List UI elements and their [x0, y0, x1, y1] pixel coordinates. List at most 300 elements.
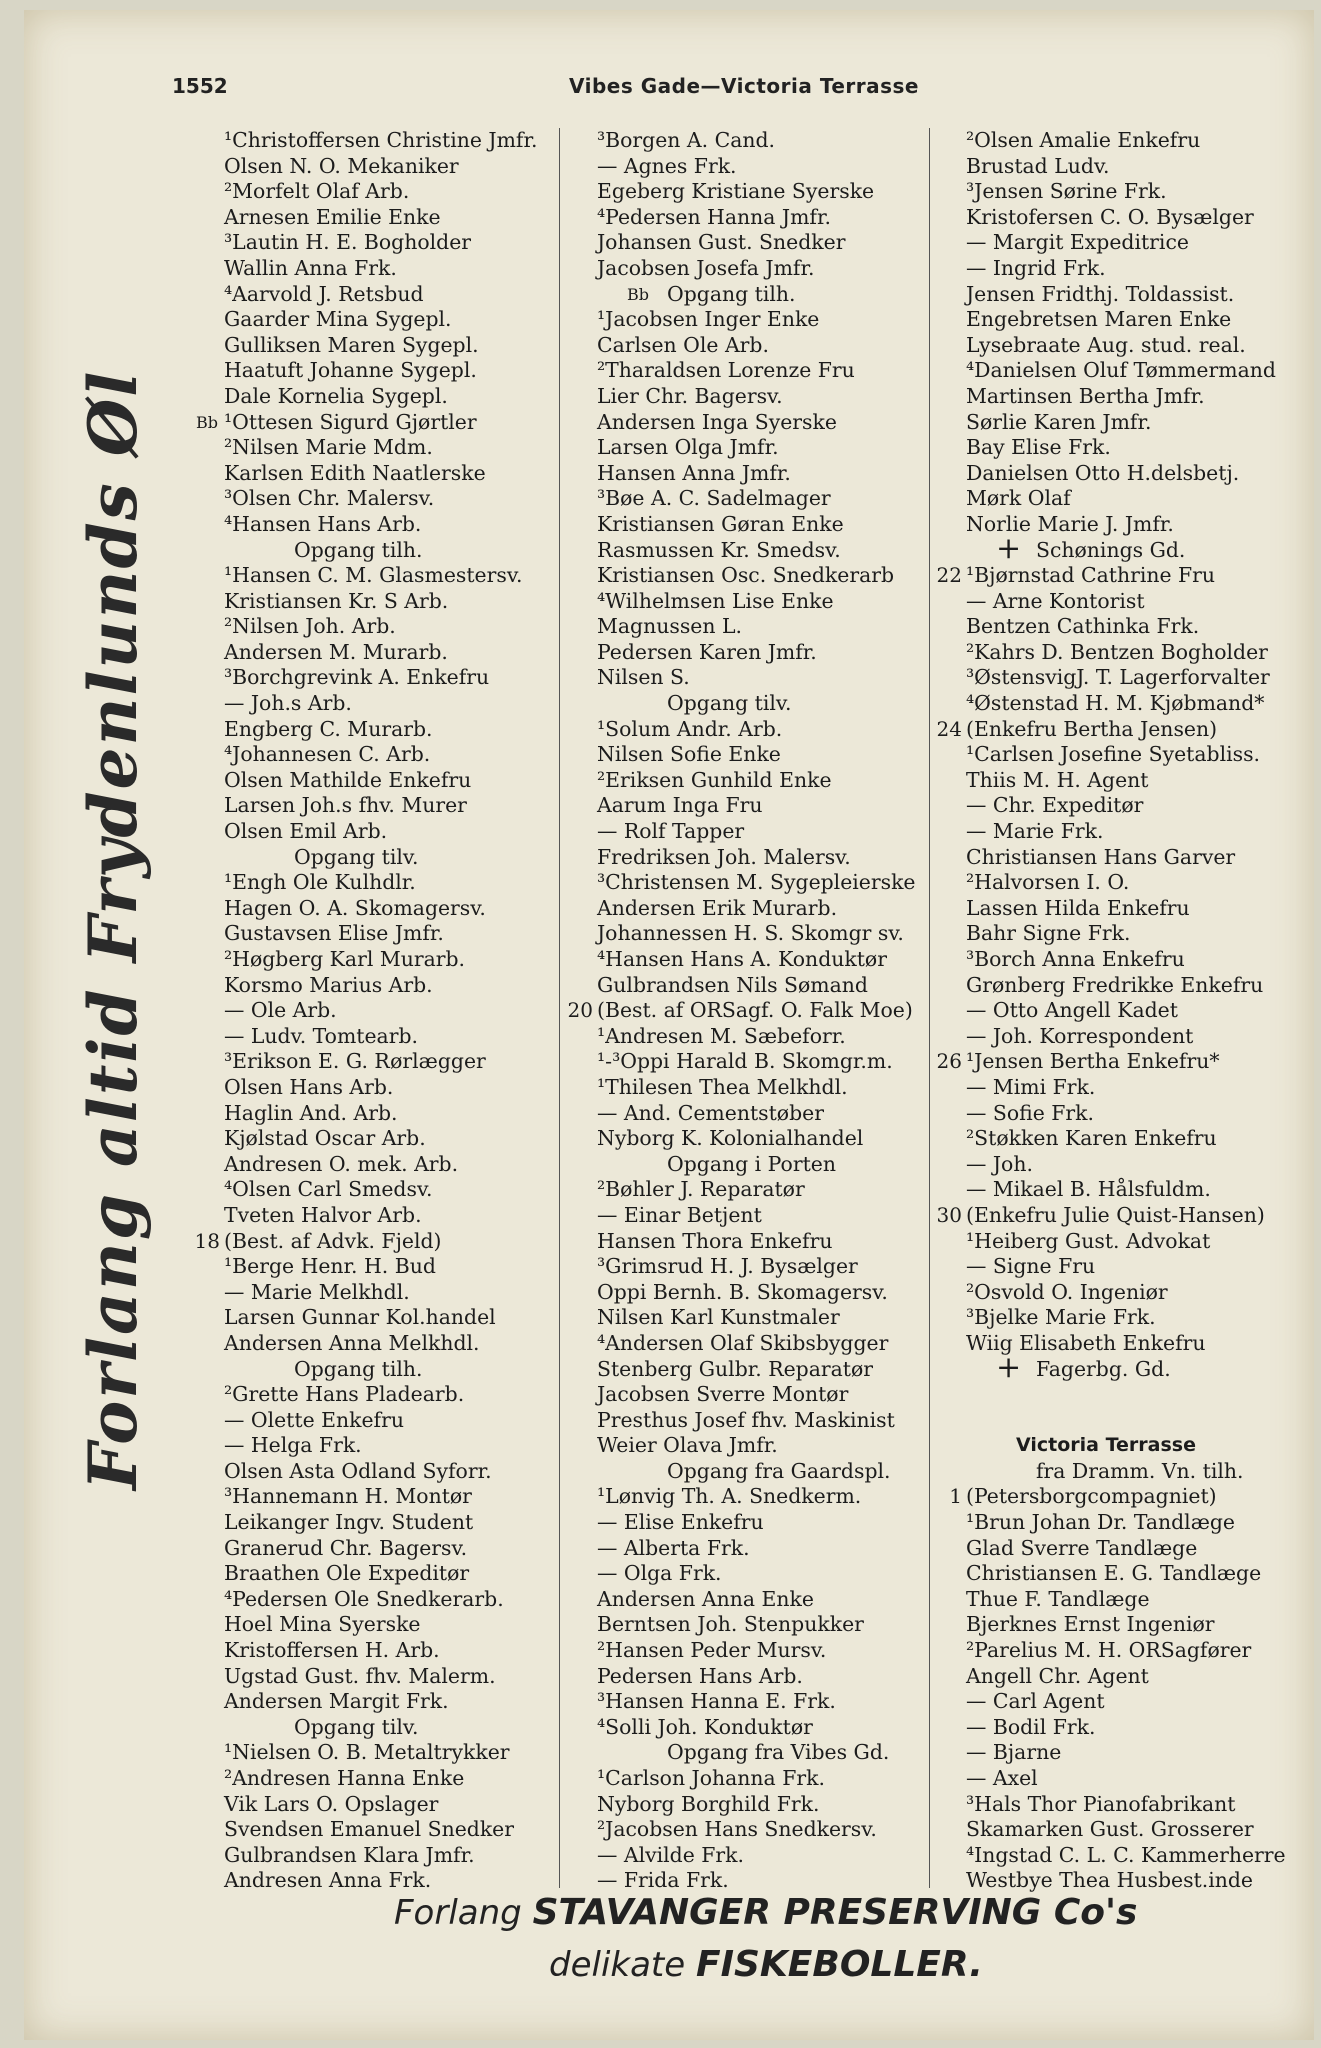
entry-text: Nilsen Karl Kunstmaler [597, 1305, 840, 1330]
entry-text: ³Borgen A. Cand. [597, 128, 776, 152]
listing-entry [224, 640, 537, 666]
entry-text: Larsen Joh.s fhv. Murer [224, 793, 467, 818]
bottom-ad-brand: STAVANGER PRESERVING Co's [532, 1892, 1138, 1933]
listing-entry [966, 1587, 1286, 1613]
entry-text: Granerud Chr. Bagersv. [224, 1535, 468, 1560]
listing-entry [224, 1638, 537, 1664]
entry-text: Wallin Anna Frk. [224, 255, 397, 280]
listing-entry [966, 1843, 1286, 1869]
entry-text: Jacobsen Sverre Montør [597, 1382, 849, 1407]
listing-entry [597, 461, 916, 487]
entry-text: ¹Brun Johan Dr. Tandlæge [966, 1510, 1235, 1535]
entry-text: Skamarken Gust. Grosserer [966, 1817, 1254, 1842]
listing-entry [597, 589, 916, 615]
listing-entry [597, 742, 916, 768]
bottom-ad-line-1 [394, 1892, 1137, 1933]
listing-entry [966, 1638, 1286, 1664]
entry-text: — Joh. Korrespondent [966, 1023, 1194, 1048]
listing-entry [224, 1817, 537, 1843]
section-heading [966, 1433, 1286, 1459]
entry-text: — Signe Fru [966, 1254, 1096, 1279]
listing-entry [224, 717, 537, 743]
entry-text: — Ingrid Frk. [966, 255, 1106, 280]
entry-text: Kristiansen Osc. Snedkerarb [597, 563, 895, 588]
listing-entry [224, 1075, 537, 1101]
entry-text: Olsen Asta Odland Syforr. [224, 1458, 492, 1483]
entry-text: Thiis M. H. Agent [966, 767, 1149, 792]
entry-text: ³Lautin H. E. Bogholder [224, 230, 472, 255]
entry-text: Ugstad Gust. fhv. Malerm. [224, 1663, 496, 1688]
entry-text: ¹Ottesen Sigurd Gjørtler [224, 409, 477, 434]
listing-entry [224, 921, 537, 947]
house-number: 26 [936, 1049, 962, 1074]
entry-text: Andersen Inga Syerske [597, 409, 837, 434]
listing-entry [597, 1715, 916, 1741]
listing-entry [597, 435, 916, 461]
listing-entry [224, 768, 537, 794]
entry-text: Magnussen L. [597, 614, 742, 639]
house-number: 30 [936, 1202, 962, 1227]
entry-text: ¹Hansen C. M. Glasmestersv. [224, 563, 523, 588]
entry-text: ³Jensen Sørine Frk. [966, 179, 1167, 204]
entry-text: ²Hansen Peder Mursv. [597, 1638, 827, 1663]
entry-text: Bay Elise Frk. [966, 435, 1111, 460]
listing-entry [224, 179, 537, 205]
entry-text: ³Grimsrud H. J. Bysælger [597, 1254, 858, 1279]
entry-text: Berntsen Joh. Stenpukker [597, 1612, 864, 1637]
listing-entry [597, 128, 916, 154]
entry-text: — Mikael B. Hålsfuldm. [966, 1177, 1211, 1202]
entry-text: ⁴Andersen Olaf Skibsbygger [597, 1330, 889, 1355]
entry-text: — Bjarne [966, 1740, 1062, 1765]
listing-entry [966, 1408, 1286, 1434]
entry-text: Thue F. Tandlæge [966, 1586, 1150, 1611]
entry-text: Fagerbg. Gd. [1036, 1356, 1171, 1381]
entry-text: Gaarder Mina Sygepl. [224, 307, 452, 332]
entrance-heading [224, 538, 537, 564]
entry-text: Aarum Inga Fru [597, 793, 763, 818]
entry-text: ¹Lønvig Th. A. Snedkerm. [597, 1484, 862, 1509]
entry-text: Schønings Gd. [1036, 537, 1186, 562]
listing-entry [966, 614, 1286, 640]
listing-entry [224, 614, 537, 640]
listing-entry [597, 1101, 916, 1127]
entry-text: Braathen Ole Expeditør [224, 1561, 470, 1586]
entry-text: ⁴Hansen Hans Arb. [224, 511, 422, 536]
entry-text: Opgang tilv. [667, 691, 792, 716]
entry-text: Haglin And. Arb. [224, 1100, 398, 1125]
entry-text: ⁴Danielsen Oluf Tømmermand [966, 358, 1276, 383]
entry-text: Lier Chr. Bagersv. [597, 383, 783, 408]
entry-text: (Best. af ORSagf. O. Falk Moe) [597, 998, 913, 1023]
listing-entry [966, 640, 1286, 666]
listing-entry [966, 665, 1286, 691]
entry-text: Danielsen Otto H.delsbetj. [966, 460, 1240, 485]
entry-text: Opgang i Porten [667, 1151, 836, 1176]
listing-entry [224, 128, 537, 154]
listing-entry [597, 870, 916, 896]
listing-entry [597, 1280, 916, 1306]
entry-text: Grønberg Fredrikke Enkefru [966, 972, 1264, 997]
entry-text: — Einar Betjent [597, 1202, 762, 1227]
listing-entry [597, 1817, 916, 1843]
listing-entry [966, 179, 1286, 205]
listing-entry [966, 154, 1286, 180]
entry-text: Christiansen Hans Garver [966, 844, 1236, 869]
entry-text: Engebretsen Maren Enke [966, 307, 1232, 332]
entry-text: Nilsen Sofie Enke [597, 742, 781, 767]
listing-entry [224, 512, 537, 538]
house-number: 1 [949, 1484, 962, 1509]
entry-text: ²Tharaldsen Lorenze Fru [597, 358, 855, 383]
entry-text: Opgang tilv. [294, 844, 419, 869]
listing-entry [966, 1510, 1286, 1536]
listing-entry [597, 1229, 916, 1255]
entry-text: Andresen O. mek. Arb. [224, 1151, 459, 1176]
entry-text: Andersen Anna Melkhdl. [224, 1330, 480, 1355]
listing-entry [224, 205, 537, 231]
listing-entry [966, 819, 1286, 845]
listing-entry [597, 1587, 916, 1613]
listing-entry [597, 947, 916, 973]
listing-entry [597, 384, 916, 410]
listing-entry [597, 154, 916, 180]
listing-entry [224, 870, 537, 896]
listing-entry [597, 614, 916, 640]
entry-text: — Alvilde Frk. [597, 1842, 745, 1867]
entry-text: (Best. af Advk. Fjeld) [224, 1228, 442, 1253]
listing-entry [224, 1152, 537, 1178]
listing-entry [196, 409, 537, 436]
listing-entry [224, 973, 537, 999]
entry-text: — Frida Frk. [597, 1868, 729, 1893]
listing-entry [966, 793, 1286, 819]
listing-entry [966, 768, 1286, 794]
listing-entry [224, 1561, 537, 1587]
listing-entry [597, 1664, 916, 1690]
listing-entry [966, 1740, 1286, 1766]
entry-text: ²Morfelt Olaf Arb. [224, 179, 410, 204]
listing-entry [597, 256, 916, 282]
entry-text: ⁴Pedersen Ole Snedkerarb. [224, 1586, 504, 1611]
entry-text: Oppi Bernh. B. Skomagersv. [597, 1279, 888, 1304]
entry-text: Glad Sverre Tandlæge [966, 1535, 1198, 1560]
listing-entry [224, 1868, 537, 1894]
entry-text: Vik Lars O. Opslager [224, 1791, 439, 1816]
house-number: 24 [936, 716, 962, 741]
listing-entry [966, 1101, 1286, 1127]
entry-text: ¹Jensen Bertha Enkefru* [966, 1049, 1220, 1074]
entry-text: Opgang tilh. [294, 537, 423, 562]
listing-entry [597, 1484, 916, 1510]
listing-entry [966, 256, 1286, 282]
entry-text: Nyborg Borghild Frk. [597, 1791, 820, 1816]
entry-text: — Alberta Frk. [597, 1535, 750, 1560]
listing-entry [224, 1843, 537, 1869]
listing-entry [224, 1689, 537, 1715]
listing-entry [597, 1126, 916, 1152]
side-advertisement: Forlang altid Frydenlunds Øl [74, 369, 152, 1490]
listing-entry [224, 256, 537, 282]
entry-text: (Enkefru Julie Quist-Hansen) [966, 1202, 1265, 1227]
entry-text: ³Erikson E. G. Rørlægger [224, 1049, 486, 1074]
listing-entry [597, 717, 916, 743]
listing-entry [224, 896, 537, 922]
listing-entry [966, 435, 1286, 461]
listing-entry [224, 1484, 537, 1510]
bottom-ad-prefix: delikate [549, 1945, 686, 1985]
entrance-heading [224, 1715, 537, 1741]
entry-text: Kristiansen Gøran Enke [597, 511, 844, 536]
listing-entry [966, 128, 1286, 154]
listing-entry [597, 1075, 916, 1101]
entry-text: ³ØstensvigJ. T. Lagerforvalter [966, 665, 1270, 690]
entry-text: ²Osvold O. Ingeniør [966, 1279, 1168, 1304]
listing-entry [966, 1280, 1286, 1306]
listing-entry [224, 282, 537, 308]
listing-entry [597, 1357, 916, 1383]
listing-entry [224, 358, 537, 384]
entry-text: ²Støkken Karen Enkefru [966, 1126, 1217, 1151]
listing-entry [966, 1075, 1286, 1101]
entry-text: ⁴Ingstad C. L. C. Kammerherre [966, 1842, 1286, 1867]
listing-entry [224, 1792, 537, 1818]
entry-text: Kjølstad Oscar Arb. [224, 1126, 426, 1151]
listing-entry [966, 358, 1286, 384]
entry-text: ³Borchgrevink A. Enkefru [224, 665, 490, 690]
entry-text: fra Dramm. Vn. tilh. [1036, 1458, 1244, 1483]
listing-entry [966, 307, 1286, 333]
entry-text: ³Hansen Hanna E. Frk. [597, 1689, 836, 1714]
entry-text: — Rolf Tapper [597, 819, 745, 844]
bottom-ad-product: FISKEBOLLER. [695, 1944, 983, 1985]
entrance-heading [966, 530, 1286, 566]
listing-entry [966, 896, 1286, 922]
listing-entry [224, 1254, 537, 1280]
entry-text: — Olga Frk. [597, 1561, 722, 1586]
entry-text: Jensen Fridthj. Toldassist. [966, 281, 1235, 306]
building-marker: Bb [196, 412, 218, 432]
entry-text: Gulliksen Maren Sygepl. [224, 332, 479, 357]
entry-text: Olsen Emil Arb. [224, 819, 388, 844]
listing-entry [224, 998, 537, 1024]
listing-entry [597, 410, 916, 436]
entry-text: ¹Nielsen O. B. Metaltrykker [224, 1740, 510, 1765]
listing-entry [966, 410, 1286, 436]
listing-entry [597, 1510, 916, 1536]
entrance-heading [966, 1459, 1286, 1485]
listing-entry [224, 1126, 537, 1152]
listing-entry [597, 1561, 916, 1587]
entry-text: — Bodil Frk. [966, 1714, 1096, 1739]
entry-text: Gustavsen Elise Jmfr. [224, 921, 444, 946]
entry-text: ¹Solum Andr. Arb. [597, 716, 783, 741]
listing-entry [966, 1177, 1286, 1203]
listing-entry [224, 1101, 537, 1127]
listing-entry [597, 1766, 916, 1792]
listing-entry [966, 1254, 1286, 1280]
listing-entry [966, 1536, 1286, 1562]
listing-entry [597, 1792, 916, 1818]
entry-text: Kristoffersen H. Arb. [224, 1638, 440, 1663]
entry-text: ²Andresen Hanna Enke [224, 1766, 465, 1790]
entry-text: ¹Engh Ole Kulhdlr. [224, 870, 416, 895]
listing-entry [597, 1638, 916, 1664]
bottom-ad-prefix: Forlang [394, 1893, 522, 1933]
entry-text: ³Borch Anna Enkefru [966, 947, 1185, 971]
house-number: 20 [567, 998, 593, 1023]
entry-text: — Margit Expeditrice [966, 230, 1189, 255]
entry-text: Hansen Thora Enkefru [597, 1228, 833, 1253]
listing-entry [597, 845, 916, 871]
listing-entry [597, 512, 916, 538]
entry-text: Presthus Josef fhv. Maskinist [597, 1407, 895, 1432]
entry-text: ⁴Johannesen C. Arb. [224, 742, 431, 767]
entry-text: Andersen Anna Enke [597, 1586, 814, 1611]
entry-text: Mørk Olaf [966, 486, 1071, 511]
listing-entry [597, 563, 916, 589]
entry-text: ⁴Aarvold J. Retsbud [224, 281, 424, 306]
listing-entry [597, 307, 916, 333]
listing-entry [966, 1126, 1286, 1152]
entry-text: — Helga Frk. [224, 1433, 362, 1458]
entrance-heading [597, 1459, 916, 1485]
entry-text: — Otto Angell Kadet [966, 998, 1178, 1023]
listing-entry [224, 819, 537, 845]
entry-text: Arnesen Emilie Enke [224, 204, 441, 229]
entry-text: ²Olsen Amalie Enkefru [966, 128, 1201, 152]
listing-entry [194, 1228, 537, 1255]
listing-entry [966, 947, 1286, 973]
listing-entry [597, 1331, 916, 1357]
entry-text: Weier Olava Jmfr. [597, 1433, 778, 1458]
listing-entry [597, 205, 916, 231]
listing-entry [966, 333, 1286, 359]
entry-text: ³Bøe A. C. Sadelmager [597, 486, 831, 511]
entry-text: ¹Heiberg Gust. Advokat [966, 1228, 1211, 1253]
column-3 [936, 128, 1286, 1894]
listing-entry [966, 973, 1286, 999]
entry-text: Lassen Hilda Enkefru [966, 895, 1190, 920]
entry-text: Opgang fra Gaardspl. [667, 1458, 891, 1483]
entry-text: Victoria Terrasse [1016, 1434, 1196, 1457]
entry-text: ³Hals Thor Pianofabrikant [966, 1791, 1236, 1816]
listing-entry [597, 793, 916, 819]
entry-text: Kristofersen C. O. Bysælger [966, 204, 1254, 229]
entry-text: ¹Carlson Johanna Frk. [597, 1766, 825, 1790]
entry-text: ⁴Pedersen Hanna Jmfr. [597, 204, 831, 229]
listing-entry [966, 589, 1286, 615]
listing-entry [597, 665, 916, 691]
house-number: 18 [194, 1228, 220, 1253]
listing-entry [224, 589, 537, 615]
entry-text: Bahr Signe Frk. [966, 921, 1131, 946]
listing-entry [966, 1868, 1286, 1894]
listing-entry [597, 819, 916, 845]
listing-entry [597, 1024, 916, 1050]
entry-text: Hagen O. A. Skomagersv. [224, 895, 486, 920]
listing-entry [224, 1382, 537, 1408]
entry-text: Andresen Anna Frk. [224, 1868, 432, 1893]
listing-entry [224, 1433, 537, 1459]
listing-entry [224, 384, 537, 410]
entry-text: Fredriksen Joh. Malersv. [597, 844, 851, 869]
listing-entry [224, 1612, 537, 1638]
listing-entry [224, 435, 537, 461]
entry-text: Leikanger Ingv. Student [224, 1510, 474, 1535]
listing-entry [224, 461, 537, 487]
listing-entry [597, 1433, 916, 1459]
listing-entry [224, 1331, 537, 1357]
entry-text: Westbye Thea Husbest.inde [966, 1868, 1253, 1893]
entry-text: Rasmussen Kr. Smedsv. [597, 537, 841, 562]
entry-text: Tveten Halvor Arb. [224, 1202, 422, 1227]
entry-text: ³Hannemann H. Montør [224, 1484, 472, 1509]
listing-entry [966, 1024, 1286, 1050]
listing-entry [224, 1203, 537, 1229]
listing-entry [966, 1664, 1286, 1690]
listing-entry [966, 998, 1286, 1024]
entry-text: — Sofie Frk. [966, 1100, 1094, 1125]
listing-entry [966, 1612, 1286, 1638]
listing-entry [224, 563, 537, 589]
listing-entry [936, 1049, 1286, 1075]
entry-text: Korsmo Marius Arb. [224, 972, 433, 997]
entrance-heading [597, 1740, 916, 1766]
listing-entry [224, 307, 537, 333]
listing-entry [597, 1177, 916, 1203]
entry-text: Andersen Margit Frk. [224, 1689, 449, 1714]
listing-entry [597, 1868, 916, 1894]
entry-text: ⁴Østenstad H. M. Kjøbmand* [966, 691, 1265, 716]
entry-text: ²Nilsen Marie Mdm. [224, 435, 433, 460]
entry-text: — Mimi Frk. [966, 1074, 1096, 1099]
entry-text: ⁴Wilhelmsen Lise Enke [597, 588, 834, 613]
listing-entry [597, 230, 916, 256]
listing-entry [597, 486, 916, 512]
entry-text: ¹Berge Henr. H. Bud [224, 1254, 436, 1279]
entry-text: Wiig Elisabeth Enkefru [966, 1330, 1206, 1355]
entry-text: ³Olsen Chr. Malersv. [224, 486, 435, 511]
entry-text: ²Eriksen Gunhild Enke [597, 767, 832, 792]
listing-entry [224, 333, 537, 359]
entry-text: Gulbrandsen Klara Jmfr. [224, 1842, 475, 1867]
entrance-heading [597, 691, 916, 717]
cross-street-icon: + [996, 530, 1022, 566]
entry-text: Opgang tilh. [294, 1356, 423, 1381]
entry-text: Larsen Gunnar Kol.handel [224, 1305, 496, 1330]
entry-text: ⁴Hansen Hans A. Konduktør [597, 947, 887, 971]
listing-entry [966, 1382, 1286, 1408]
listing-entry [224, 665, 537, 691]
listing-entry [224, 1536, 537, 1562]
running-head: Vibes Gade—Victoria Terrasse [569, 74, 919, 98]
listing-entry [966, 1792, 1286, 1818]
listing-entry [597, 1203, 916, 1229]
listing-entry [597, 921, 916, 947]
entry-text: Opgang fra Vibes Gd. [667, 1740, 890, 1765]
listing-entry [224, 1024, 537, 1050]
listing-entry [936, 563, 1286, 589]
cross-street-icon: + [996, 1349, 1022, 1385]
entry-text: ¹Jacobsen Inger Enke [597, 307, 820, 332]
listing-entry [597, 768, 916, 794]
entry-text: ¹-³Oppi Harald B. Skomgr.m. [597, 1049, 893, 1074]
listing-entry [224, 742, 537, 768]
listing-entry [224, 486, 537, 512]
entry-text: — Joh.s Arb. [224, 691, 352, 716]
entry-text: — Ludv. Tomtearb. [224, 1023, 418, 1048]
